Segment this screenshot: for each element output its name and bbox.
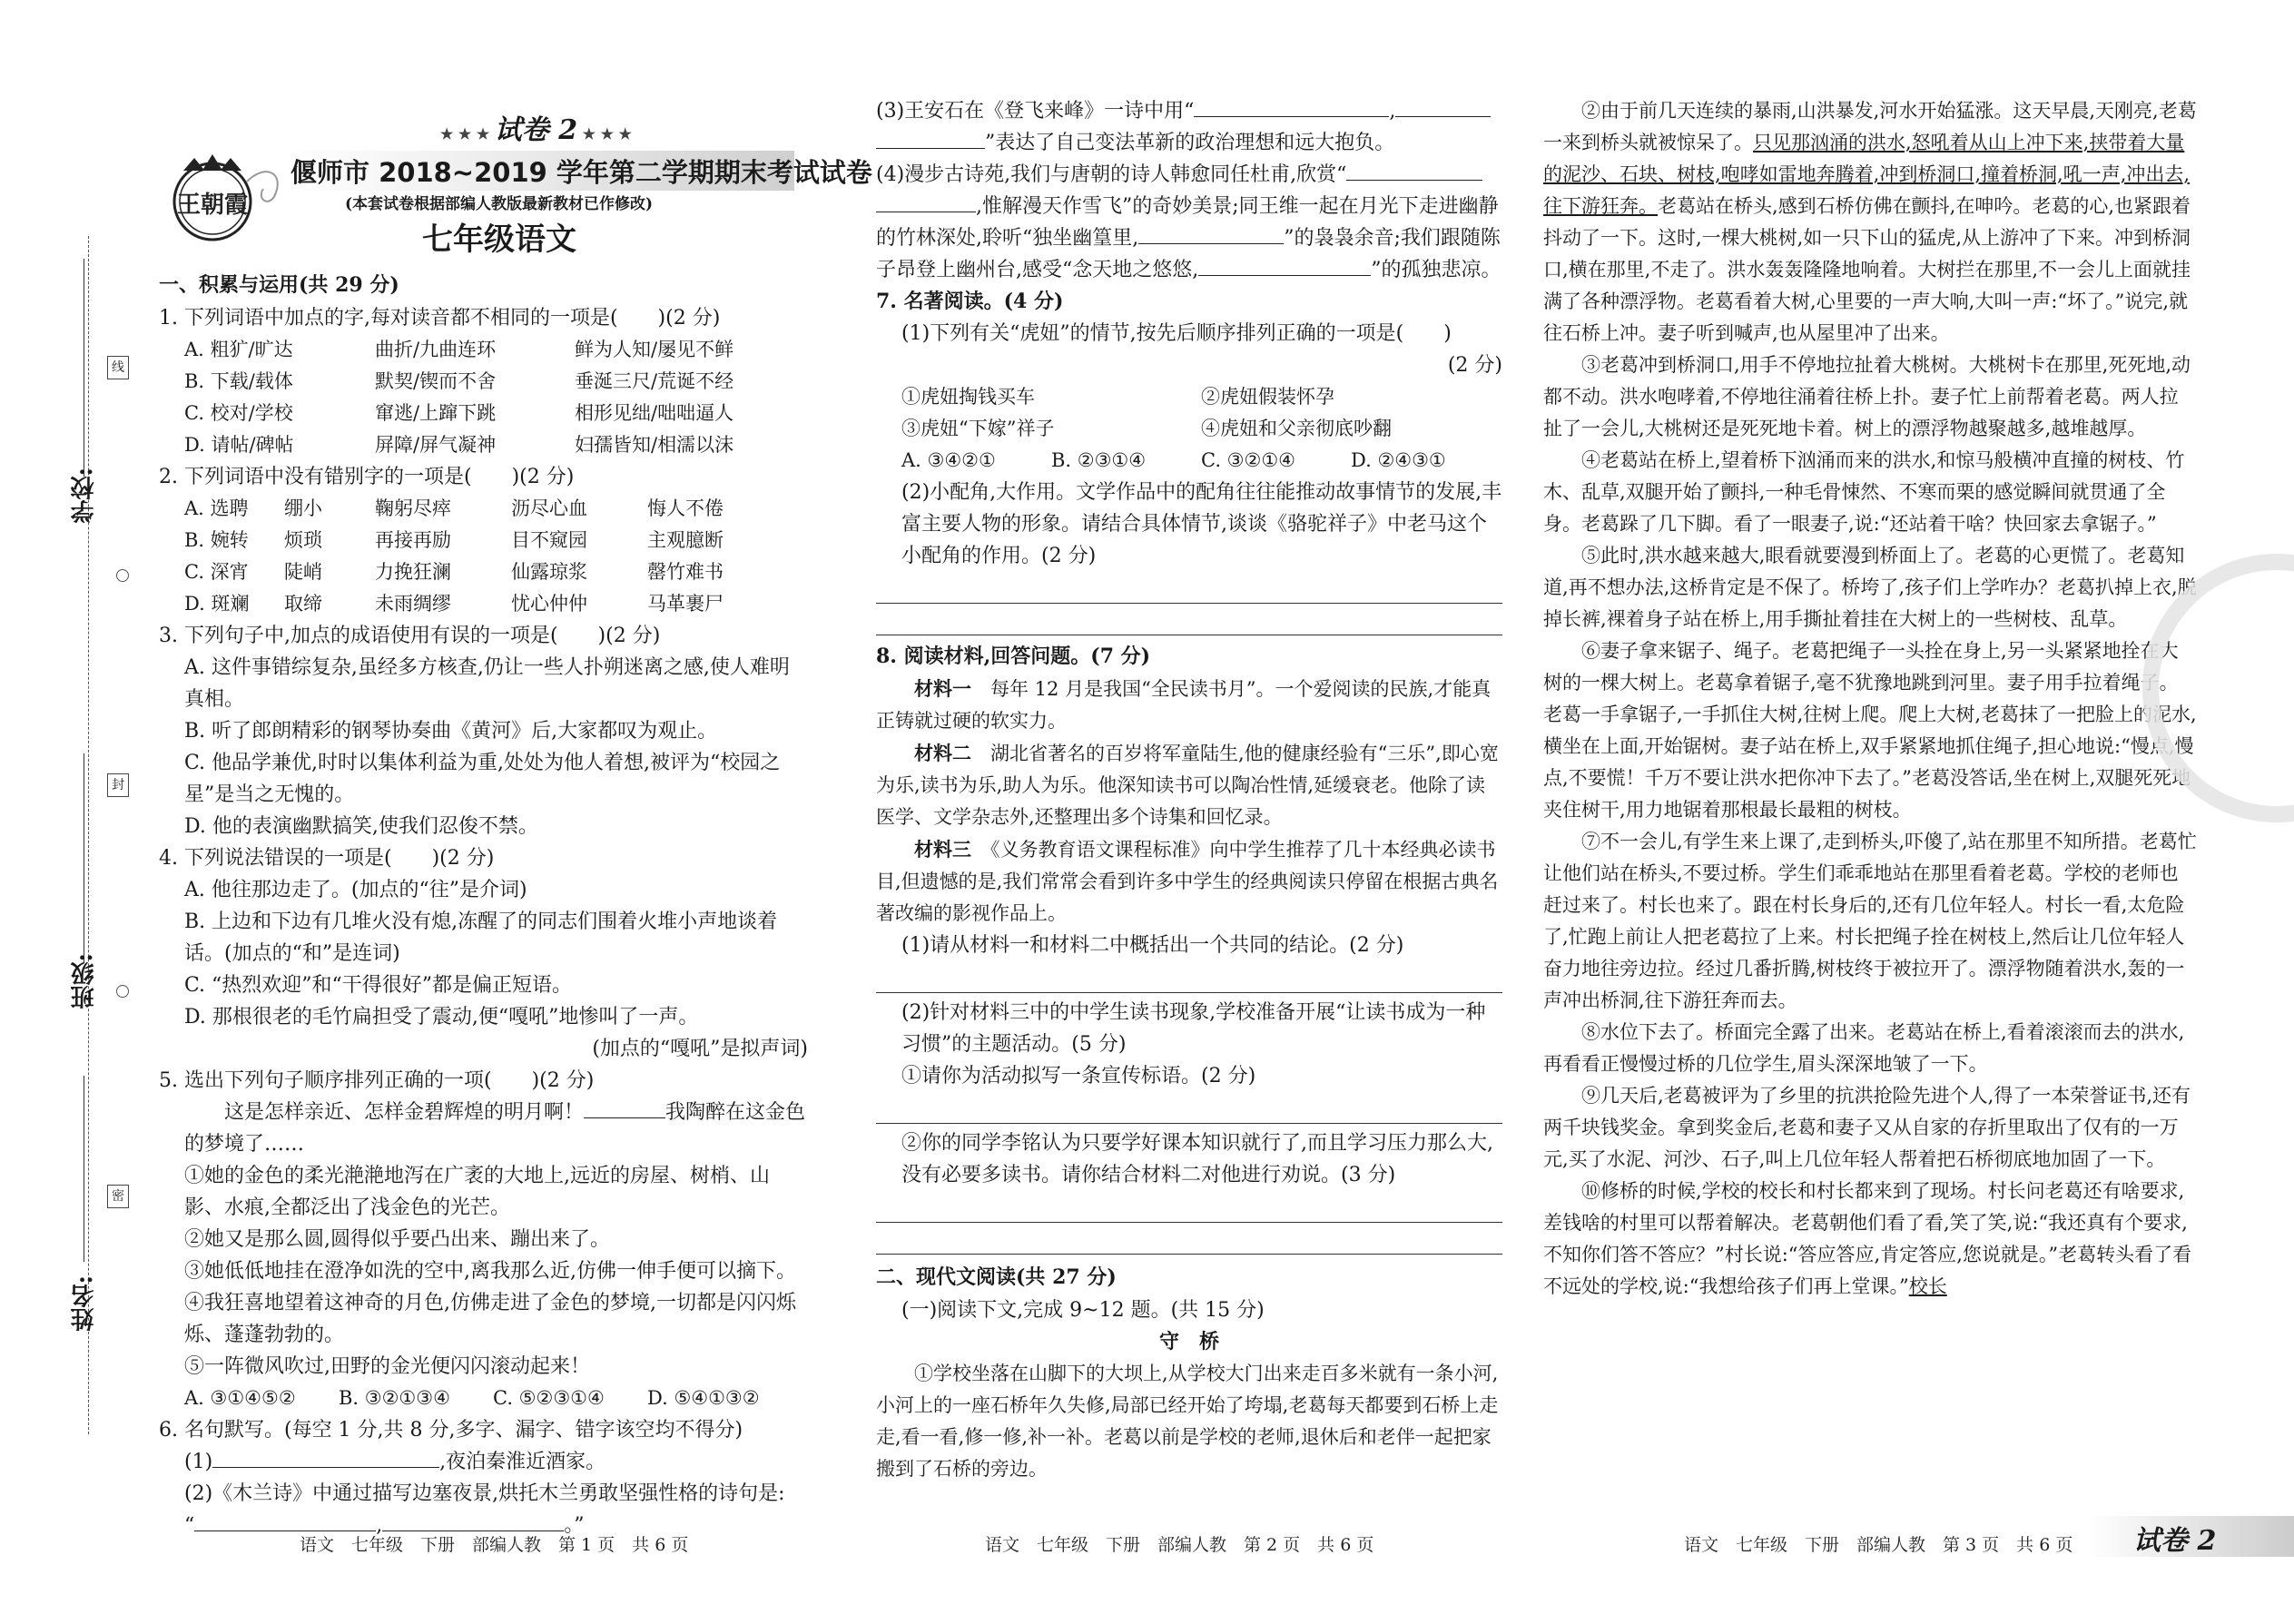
q5-options: A. ③①④⑤② B. ③②①③④ C. ⑤②③①④ D. ⑤④①③② bbox=[184, 1387, 760, 1409]
q3-option-b: B. 听了郎朗精彩的钢琴协奏曲《黄河》后,大家都叹为观止。 bbox=[184, 720, 718, 743]
q6-item-2-blanks: “ , 。” bbox=[184, 1514, 585, 1537]
footer-exam-badge: 试卷 2 bbox=[2133, 1525, 2217, 1557]
q5-sentence-5: ⑤一阵微风吹过,田野的金光便闪闪滚动起来！ bbox=[184, 1355, 590, 1378]
article-paragraph-8: ⑧水位下去了。桥面完全露了出来。老葛站在桥上,看着滚滚而去的洪水,再看看正慢慢过桥的几位学生,眉头深深地皱了一下。 bbox=[1543, 1021, 2185, 1075]
article-paragraph-10: ⑩修桥的时候,学校的校长和村长都来到了现场。村长问老葛还有啥要求,差钱啥的村里可以帮着解决。老葛朝他们看了看,笑了笑,说:“我还真有个要求,不知你们答不答应？”村长说:“答应答应,肯定答应,您说就是。”老葛转头看了看不远处的学校,说:“我想给孩子们再上堂课。”校长 bbox=[1543, 1180, 2192, 1297]
q6-item-4: (4)漫步古诗苑,我们与唐朝的诗人韩愈同任杜甫,欣赏“ bbox=[876, 159, 1502, 191]
q4-option-d: D. 那根很老的毛竹扁担受了震动,便“嘎吼”地惨叫了一声。 bbox=[184, 1006, 699, 1029]
q3-option-c: C. 他品学兼优,时时以集体利益为重,处处为他人着想,被评为“校园之星”是当之无愧的。 bbox=[184, 752, 781, 806]
q1-option-c: C. 校对/学校 窜逃/上蹿下跳 相形见绌/咄咄逼人 bbox=[184, 402, 734, 424]
question-2: 2. 下列词语中没有错别字的一项是( )(2 分) bbox=[159, 466, 575, 488]
column-2 bbox=[876, 95, 1502, 1485]
q3-option-a: A. 这件事错综复杂,虽经多方核查,仍让一些人扑朔迷离之感,使人难明真相。 bbox=[184, 656, 790, 711]
section-heading: 一、积累与运用(共 29 分) bbox=[159, 273, 399, 297]
answer-line[interactable] bbox=[876, 1226, 1502, 1255]
article-paragraph-9: ⑨几天后,老葛被评为了乡里的抗洪抢险先进个人,得了一本荣誉证书,还有两千块钱奖金。拿到奖金后,老葛和妻子又从自家的存折里取出了仅有的一万元,买了水泥、河沙、石子,叫上几位年轻人帮着把石桥彻底地加固了一下。 bbox=[1543, 1085, 2191, 1170]
article-paragraph-5: ⑤此时,洪水越来越大,眼看就要漫到桥面上了。老葛的心更慌了。老葛知道,再不想办法,这桥肯定是不保了。桥垮了,孩子们上学咋办？老葛扒掉上衣,脱掉长裤,裸着身子站在桥上,用手撕扯着挂在大树上的一些树枝、乱草。 bbox=[1543, 545, 2197, 630]
q5-intro: 这是怎样亲近、怎样金碧辉煌的明月啊！ 我陶醉在这金色的梦境了…… bbox=[184, 1101, 806, 1156]
q2-option-b: B. 婉转 烦琐 再接再励 目不窥园 主观臆断 bbox=[184, 529, 724, 551]
brand-logo bbox=[156, 145, 292, 243]
question-1: 1. 下列词语中加点的字,每对读音都不相同的一项是( )(2 分) bbox=[159, 307, 721, 330]
q4-option-a: A. 他往那边走了。(加点的“往”是介词) bbox=[184, 879, 527, 901]
q5-sentence-2: ②她又是那么圆,圆得似乎要凸出来、蹦出来了。 bbox=[184, 1228, 610, 1251]
q4-option-d-note: (加点的“嘎吼”是拟声词) bbox=[592, 1038, 808, 1060]
seal-mark-line: 线 bbox=[107, 356, 129, 379]
q7-items-row-1: ①虎妞掏钱买车 ②虎妞假装怀孕 bbox=[901, 386, 1334, 408]
q2-option-c: C. 深宵 陡峭 力挽狂澜 仙露琼浆 罄竹难书 bbox=[184, 561, 724, 583]
q7-part-2: (2)小配角,大作用。文学作品中的配角往往能推动故事情节的发展,丰富主要人物的形象。请结合具体情节,谈谈《骆驼祥子》中老马这个小配角的作用。(2 分) bbox=[901, 481, 1502, 567]
q8-part-1: (1)请从材料一和材料二中概括出一个共同的结论。(2 分) bbox=[901, 934, 1404, 957]
article-title: 守 桥 bbox=[1158, 1330, 1219, 1353]
page-footer-1: 语文 七年级 下册 部编人教 第 1 页 共 6 页 bbox=[300, 1535, 689, 1555]
q7-items-row-2: ③虎妞“下嫁”祥子 ④虎妞和父亲彻底吵翻 bbox=[901, 418, 1392, 439]
article-paragraph-4: ④老葛站在桥上,望着桥下汹涌而来的洪水,和惊马般横冲直撞的树枝、竹木、乱草,双腿开始了颤抖,一种毛骨悚然、不寒而栗的感觉瞬间就贯通了全身。老葛跺了几下脚。看了一眼妻子,说:“还站着干啥？快回家去拿锯子。” bbox=[1543, 449, 2185, 535]
seal-mark-seal: 封 bbox=[107, 773, 129, 797]
q1-option-b: B. 下载/载体 默契/锲而不舍 垂涎三尺/荒诞不经 bbox=[184, 370, 734, 392]
q1-option-d: D. 请帖/碑帖 屏障/屏气凝神 妇孺皆知/相濡以沫 bbox=[184, 434, 734, 456]
q2-option-a: A. 选聘 绷小 鞠躬尽瘁 沥尽心血 悔人不倦 bbox=[184, 497, 724, 519]
class-label: 班级: bbox=[71, 953, 98, 1009]
school-label: 学校: bbox=[71, 468, 98, 524]
seal-mark-dense: 密 bbox=[107, 1185, 129, 1208]
question-3: 3. 下列句子中,加点的成语使用有误的一项是( )(2 分) bbox=[159, 625, 661, 647]
answer-line[interactable] bbox=[876, 607, 1502, 635]
exam-subtitle: (本套试卷根据部编人教版最新教材已作修改) bbox=[345, 195, 654, 213]
column-1 bbox=[159, 268, 808, 1541]
q8-part-2: (2)针对材料三中的中学生读书现象,学校准备开展“让读书成为一种习惯”的主题活动。(5 分) bbox=[901, 1001, 1486, 1056]
name-label: 姓名: bbox=[71, 1275, 98, 1332]
article-paragraph-2: ②由于前几天连续的暴雨,山洪暴发,河水开始猛涨。这天早晨,天刚亮,老葛一来到桥头就被惊呆了。只见那汹涌的洪水,怒吼着从山上冲下来,挟带着大量的泥沙、石块、树枝,咆哮如雷地奔腾着,冲到桥洞口,撞着桥洞,吼一声,冲出去,往下游狂奔。老葛站在桥头,感到石桥仿佛在颤抖,在呻吟。老葛的心,也紧跟着抖动了一下。这时,一棵大桃树,如一只下山的猛虎,从上游冲了下来。冲到桥洞口,横在那里,不走了。洪水轰轰隆隆地响着。大树拦在那里,不一会儿上面就挂满了各种漂浮物。老葛看着大树,心里要的一声大响,大叫一声:“坏了。”说完,就往石桥上冲。妻子听到喊声,也从屋里冲了出来。 bbox=[1543, 100, 2197, 344]
material-1: 材料一 每年 12 月是我国“全民读书月”。一个爱阅读的民族,才能真正铸就过硬的软实力。 bbox=[876, 677, 1492, 732]
section-heading: 二、现代文阅读(共 27 分) bbox=[876, 1265, 1117, 1289]
article-paragraph-7: ⑦不一会儿,有学生来上课了,走到桥头,吓傻了,站在那里不知所措。老葛忙让他们站在桥头,不要过桥。学生们乖乖地站在那里看着老葛。学校的老师也赶过来了。村长也来了。跟在村长身后的,还有几位年轻人。村长一看,太危险了,忙跑上前让人把老葛拉了上来。村长把绳子拴在树枝上,然后让几位年轻人奋力地往旁边拉。经过几番折腾,树枝终于被拉开了。漂浮物随着洪水,轰的一声冲出桥洞,往下游狂奔而去。 bbox=[1543, 831, 2197, 1011]
exam-badge: ★ ★ ★ 试卷 2 ★ ★ ★ bbox=[440, 114, 632, 146]
article-paragraph-1: ①学校坐落在山脚下的大坝上,从学校大门出来走百多米就有一条小河,小河上的一座石桥年久失修,局部已经开始了垮塌,老葛每天都要到石桥上走走,看一看,修一修,补一补。老葛以前是学校的老师,退休后和老伴一起把家搬到了石桥的旁边。 bbox=[876, 1363, 1499, 1480]
q5-sentence-3: ③她低低地挂在澄净如洗的空中,离我那么近,仿佛一伸手便可以摘下。 bbox=[184, 1260, 796, 1283]
material-3: 材料三 《义务教育语文课程标准》向中学生推荐了几十本经典必读书目,但遗憾的是,我们常常会看到许多中学生的经典阅读只停留在根据古典名著改编的影视作品上。 bbox=[876, 838, 1499, 924]
binding-hole bbox=[116, 569, 129, 582]
q7-part-1-points: (2 分) bbox=[1447, 354, 1502, 377]
question-4: 4. 下列说法错误的一项是( )(2 分) bbox=[159, 847, 495, 870]
subject-title: 七年级语文 bbox=[422, 221, 576, 258]
q5-sentence-4: ④我狂喜地望着这神奇的月色,仿佛走进了金色的梦境,一切都是闪闪烁烁、蓬蓬勃勃的。 bbox=[184, 1292, 796, 1346]
q7-options: A. ③④②① B. ②③①④ C. ③②①④ D. ②④③① bbox=[901, 449, 1446, 471]
q6-item-3-cont: ”表达了自己变法革新的政治理想和远大抱负。 bbox=[876, 127, 1502, 159]
q6-item-2: (2)《木兰诗》中通过描写边塞夜景,烘托木兰勇敢坚强性格的诗句是: bbox=[184, 1482, 785, 1505]
q1-option-a: A. 粗犷/旷达 曲折/九曲连环 鲜为人知/屡见不鲜 bbox=[184, 339, 734, 360]
binding-dashed-line bbox=[88, 236, 89, 1434]
q2-option-d: D. 斑斓 取缔 未雨绸缪 忧心仲仲 马革裹尸 bbox=[184, 593, 724, 615]
answer-line[interactable] bbox=[876, 576, 1502, 604]
answer-line[interactable] bbox=[876, 1195, 1502, 1223]
q7-part-1: (1)下列有关“虎妞”的情节,按先后顺序排列正确的一项是( ) bbox=[901, 322, 1452, 345]
column-3 bbox=[1543, 95, 2197, 1303]
q6-item-1: (1) ,夜泊秦淮近酒家。 bbox=[184, 1451, 606, 1473]
page-footer-3: 语文 七年级 下册 部编人教 第 3 页 共 6 页 bbox=[1684, 1535, 2073, 1555]
binding-hole bbox=[116, 985, 129, 998]
question-6: 6. 名句默写。(每空 1 分,共 8 分,多字、漏字、错字该空均不得分) bbox=[159, 1419, 743, 1442]
q3-option-d: D. 他的表演幽默搞笑,使我们忍俊不禁。 bbox=[184, 815, 538, 838]
q4-option-c: C. “热烈欢迎”和“干得很好”都是偏正短语。 bbox=[184, 974, 573, 997]
page-footer-2: 语文 七年级 下册 部编人教 第 2 页 共 6 页 bbox=[985, 1535, 1374, 1555]
q8-part-2b: ②你的同学李铭认为只要学好课本知识就行了,而且学习压力那么大,没有必要多读书。请你结合材料二对他进行劝说。(3 分) bbox=[901, 1132, 1493, 1186]
article-paragraph-3: ③老葛冲到桥洞口,用手不停地拉扯着大桃树。大桃树卡在那里,死死地,动都不动。洪水咆哮着,不停地往涌着往桥上扑。妻子忙上前帮着老葛。两人拉扯了一会儿,大桃树还是死死地卡着。树上的漂浮物越聚越多,越堆越厚。 bbox=[1543, 354, 2191, 439]
exam-title: 偃师市 2018~2019 学年第二学期期末考试试卷 bbox=[290, 157, 872, 188]
answer-line[interactable] bbox=[876, 965, 1502, 993]
q6-item-4-cont: ,惟解漫天作雪飞”的奇妙美景;同王维一起在月光下走进幽静的竹林深处,聆听“独坐幽篁里, ”的袅袅余音;我们跟随陈子昂登上幽州台,感受“念天地之悠悠, ”的孤独悲凉。 bbox=[876, 195, 1501, 281]
q4-option-b: B. 上边和下边有几堆火没有熄,冻醒了的同志们围着火堆小声地谈着话。(加点的“和”是连词) bbox=[184, 910, 778, 965]
q8-part-2a: ①请你为活动拟写一条宣传标语。(2 分) bbox=[901, 1065, 1256, 1088]
material-2: 材料二 湖北省著名的百岁将军童陆生,他的健康经验有“三乐”,即心宽为乐,读书为乐,助人为乐。他深知读书可以陶冶性情,延缓衰老。他除了读医学、文学杂志外,还整理出多个诗集和回忆录。 bbox=[876, 742, 1499, 828]
q5-sentence-1: ①她的金色的柔光滟滟地泻在广袤的大地上,远近的房屋、树梢、山影、水痕,全都泛出了浅金色的光芒。 bbox=[184, 1165, 770, 1219]
article-paragraph-6: ⑥妻子拿来锯子、绳子。老葛把绳子一头拴在身上,另一头紧紧地拴在大树的一棵大树上。老葛拿着锯子,毫不犹豫地跳到河里。妻子用手拉着绳子。老葛一手拿锯子,一手抓住大树,往树上爬。爬上大树,老葛抹了一把脸上的泥水,横坐在上面,开始锯树。妻子站在桥上,双手紧紧地抓住绳子,担心地说:“慢点,慢点,不要慌！千万不要让洪水把你冲下去了。”老葛没答话,坐在树上,双腿死死地夹住树干,用力地锯着那根最长最粗的树枝。 bbox=[1543, 640, 2197, 821]
answer-line[interactable] bbox=[876, 1096, 1502, 1124]
q6-item-3: (3)王安石在《登飞来峰》一诗中用“ , bbox=[876, 95, 1502, 127]
reading-instruction: (一)阅读下文,完成 9~12 题。(共 15 分) bbox=[901, 1299, 1265, 1322]
question-8: 8. 阅读材料,回答问题。(7 分) bbox=[876, 645, 1151, 668]
question-5: 5. 选出下列句子顺序排列正确的一项( )(2 分) bbox=[159, 1069, 595, 1092]
svg-text:王朝霞: 王朝霞 bbox=[176, 192, 249, 218]
question-7: 7. 名著阅读。(4 分) bbox=[876, 290, 1064, 313]
